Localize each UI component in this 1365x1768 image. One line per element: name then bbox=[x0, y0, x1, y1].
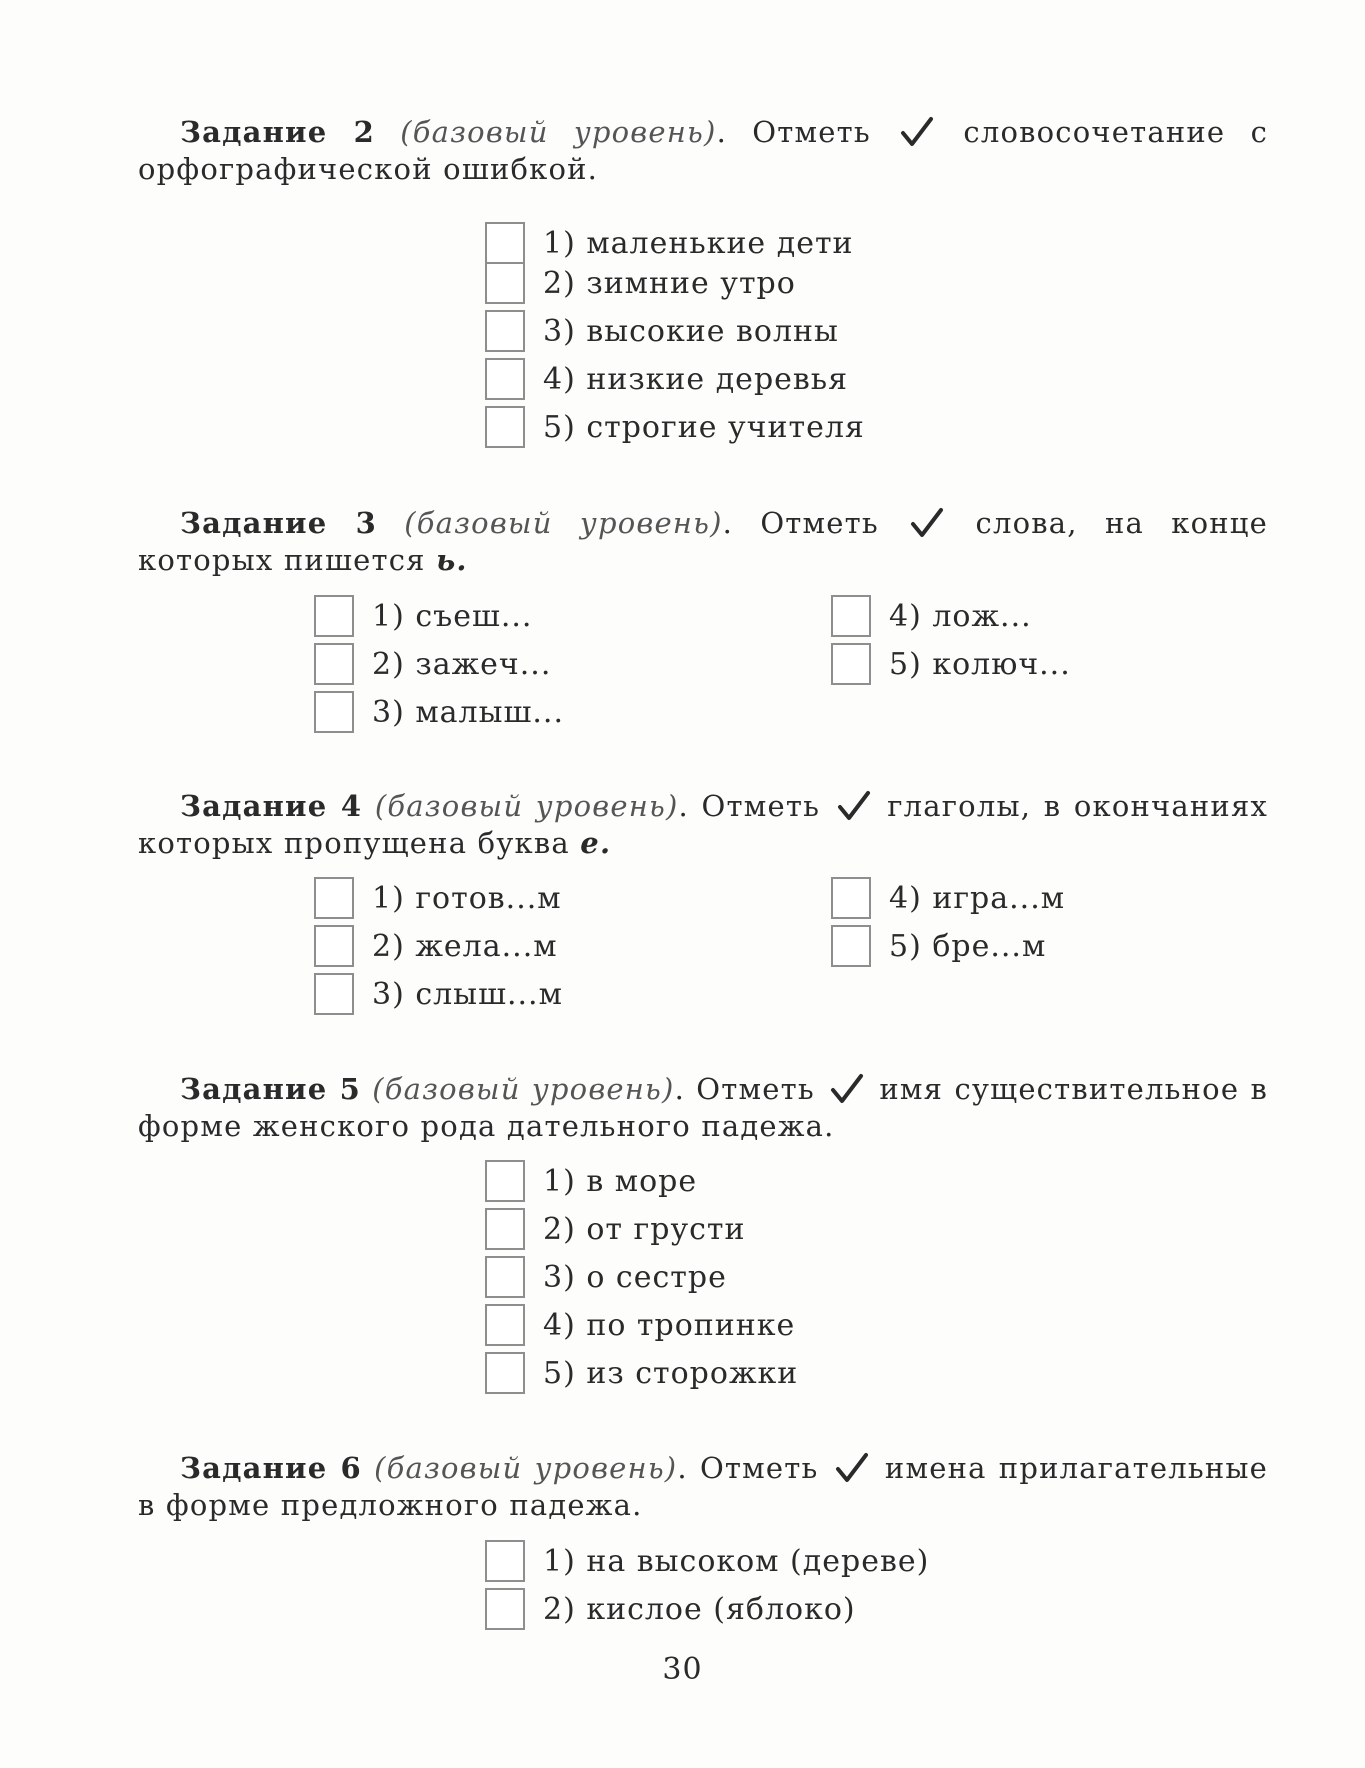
answer-checkbox[interactable] bbox=[485, 1540, 525, 1582]
option[interactable] bbox=[314, 877, 562, 919]
answer-checkbox[interactable] bbox=[314, 691, 354, 733]
answer-checkbox[interactable] bbox=[485, 406, 525, 448]
checkmark-icon bbox=[835, 1452, 869, 1484]
option-label: 1) в море bbox=[543, 1163, 698, 1199]
option[interactable] bbox=[314, 691, 564, 733]
option[interactable] bbox=[485, 222, 854, 264]
option-label: 1) готов...м bbox=[372, 880, 562, 916]
option[interactable] bbox=[485, 1208, 746, 1250]
task-level: (базовый уровень) bbox=[372, 1072, 675, 1106]
task-instruction-end: имена прилагательные в форме предложного падежа. bbox=[138, 1451, 1268, 1522]
task-instruction-start: . Отметь bbox=[674, 1072, 815, 1106]
task-label: Задание 4 bbox=[180, 789, 363, 823]
option-label: 4) игра...м bbox=[889, 880, 1066, 916]
task-5 bbox=[138, 1071, 1268, 1145]
page-number: 30 bbox=[662, 1652, 703, 1687]
option[interactable] bbox=[831, 643, 1071, 685]
answer-checkbox[interactable] bbox=[831, 643, 871, 685]
answer-checkbox[interactable] bbox=[485, 1160, 525, 1202]
task-instruction-end: слова, на конце которых пишется bbox=[138, 506, 1268, 577]
answer-checkbox[interactable] bbox=[485, 1352, 525, 1394]
answer-checkbox[interactable] bbox=[485, 1304, 525, 1346]
task-label: Задание 2 bbox=[180, 115, 375, 149]
option[interactable] bbox=[485, 1588, 856, 1630]
answer-checkbox[interactable] bbox=[485, 310, 525, 352]
checkmark-icon bbox=[837, 790, 871, 822]
task-level: (базовый уровень) bbox=[374, 789, 679, 823]
task-4-prompt bbox=[138, 788, 1268, 862]
target-letter: е. bbox=[580, 826, 612, 860]
answer-checkbox[interactable] bbox=[831, 925, 871, 967]
task-2-prompt bbox=[138, 114, 1268, 188]
checkmark-icon bbox=[830, 1073, 864, 1105]
task-4 bbox=[138, 788, 1268, 862]
task-6-prompt bbox=[138, 1450, 1268, 1524]
task-level: (базовый уровень) bbox=[400, 115, 717, 149]
option[interactable] bbox=[485, 1304, 795, 1346]
answer-checkbox[interactable] bbox=[314, 595, 354, 637]
option-label: 3) малыш... bbox=[372, 694, 564, 730]
option-label: 3) высокие волны bbox=[543, 313, 839, 349]
task-5-prompt bbox=[138, 1071, 1268, 1145]
answer-checkbox[interactable] bbox=[831, 595, 871, 637]
option-label: 3) слыш...м bbox=[372, 976, 563, 1012]
option[interactable] bbox=[485, 262, 796, 304]
task-level: (базовый уровень) bbox=[404, 506, 723, 540]
option-label: 1) маленькие дети bbox=[543, 225, 854, 261]
option-label: 4) низкие деревья bbox=[543, 361, 849, 397]
task-label: Задание 3 bbox=[180, 506, 377, 540]
answer-checkbox[interactable] bbox=[314, 925, 354, 967]
option-label: 5) бре...м bbox=[889, 928, 1047, 964]
option[interactable] bbox=[485, 358, 848, 400]
option[interactable] bbox=[831, 925, 1046, 967]
task-3-prompt bbox=[138, 505, 1268, 579]
checkmark-icon bbox=[900, 116, 934, 148]
task-instruction-end: глаголы, в окончаниях которых пропущена буква bbox=[138, 789, 1268, 860]
option[interactable] bbox=[485, 310, 839, 352]
option[interactable] bbox=[485, 1540, 929, 1582]
checkmark-icon bbox=[910, 507, 944, 539]
task-instruction-end: словосочетание с орфографической ошибкой. bbox=[138, 115, 1269, 186]
option[interactable] bbox=[314, 643, 551, 685]
option[interactable] bbox=[831, 877, 1065, 919]
option-label: 5) из сторожки bbox=[543, 1355, 799, 1391]
task-instruction-end: имя существительное в форме женского рода дательного падежа. bbox=[138, 1072, 1268, 1143]
answer-checkbox[interactable] bbox=[831, 877, 871, 919]
option-label: 1) на высоком (дереве) bbox=[543, 1543, 930, 1579]
option-label: 2) жела...м bbox=[372, 928, 558, 964]
option-label: 5) строгие учителя bbox=[543, 409, 865, 445]
option-label: 2) зажеч... bbox=[372, 646, 552, 682]
target-letter: ь. bbox=[436, 543, 468, 577]
task-label: Задание 6 bbox=[180, 1451, 362, 1485]
answer-checkbox[interactable] bbox=[314, 973, 354, 1015]
option-label: 2) зимние утро bbox=[543, 265, 796, 301]
task-label: Задание 5 bbox=[180, 1072, 361, 1106]
option[interactable] bbox=[485, 1352, 798, 1394]
option-label: 1) съеш... bbox=[372, 598, 533, 634]
option-label: 5) колюч... bbox=[889, 646, 1071, 682]
option[interactable] bbox=[314, 973, 563, 1015]
answer-checkbox[interactable] bbox=[485, 222, 525, 264]
answer-checkbox[interactable] bbox=[485, 1208, 525, 1250]
task-instruction-start: . Отметь bbox=[716, 115, 871, 149]
task-level: (базовый уровень) bbox=[374, 1451, 678, 1485]
answer-checkbox[interactable] bbox=[314, 877, 354, 919]
task-instruction-start: . Отметь bbox=[677, 1451, 819, 1485]
answer-checkbox[interactable] bbox=[485, 358, 525, 400]
option-label: 4) лож... bbox=[889, 598, 1032, 634]
option-label: 4) по тропинке bbox=[543, 1307, 796, 1343]
option-label: 2) кислое (яблоко) bbox=[543, 1591, 856, 1627]
answer-checkbox[interactable] bbox=[485, 1588, 525, 1630]
answer-checkbox[interactable] bbox=[485, 1256, 525, 1298]
task-instruction-start: . Отметь bbox=[678, 789, 821, 823]
option[interactable] bbox=[314, 925, 558, 967]
option[interactable] bbox=[485, 1256, 727, 1298]
task-2 bbox=[138, 114, 1268, 188]
answer-checkbox[interactable] bbox=[485, 262, 525, 304]
option[interactable] bbox=[485, 1160, 697, 1202]
answer-checkbox[interactable] bbox=[314, 643, 354, 685]
task-6 bbox=[138, 1450, 1268, 1524]
task-instruction-start: . Отметь bbox=[722, 506, 879, 540]
option-label: 2) от грусти bbox=[543, 1211, 746, 1247]
option[interactable] bbox=[314, 595, 532, 637]
option[interactable] bbox=[485, 406, 865, 448]
task-3 bbox=[138, 505, 1268, 579]
option-label: 3) о сестре bbox=[543, 1259, 727, 1295]
option[interactable] bbox=[831, 595, 1032, 637]
